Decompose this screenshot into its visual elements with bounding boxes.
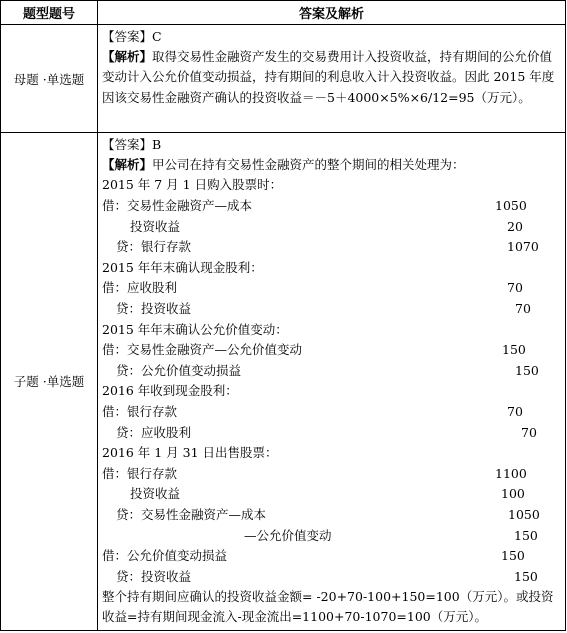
journal-amount: 150 [514, 527, 538, 543]
answer-value: C [152, 29, 162, 44]
journal-account: 2015 年年末确认公允价值变动： [102, 321, 288, 337]
journal-line [102, 320, 562, 341]
journal-line [102, 484, 562, 505]
journal-account: 2016 年 1 月 31 日出售股票： [102, 445, 278, 461]
mother-answer [102, 27, 562, 47]
journal-account: 借：银行存款 [102, 465, 178, 481]
child-intro [102, 155, 562, 175]
journal-account: 贷：应收股利 [116, 424, 192, 440]
journal-line [102, 258, 562, 279]
journal-account: 投资收益 [130, 486, 181, 502]
analysis-text: 取得交易性金融资产发生的交易费用计入投资收益，持有期间的公允价值变动计入公允价值变动损益，持有期间的利息收入计入投资收益。因此 2015 年度因该交易性金融资产确认的投资收益＝－5＋4000×5%×6/12=95（万元）。 [102, 49, 555, 105]
mother-label: 母题 ·单选题 [1, 25, 98, 133]
journal-line [102, 361, 562, 382]
journal-account: —公允价值变动 [244, 527, 332, 543]
journal-line [102, 505, 562, 526]
journal-line [102, 546, 562, 567]
journal-line [102, 443, 562, 464]
header-answer-analysis: 答案及解析 [98, 1, 566, 25]
journal-amount: 20 [507, 218, 523, 234]
journal-line [102, 381, 562, 402]
child-label: 子题 ·单选题 [1, 133, 98, 631]
journal-account: 贷：银行存款 [116, 239, 192, 255]
journal-account: 借：应收股利 [102, 280, 178, 296]
header-question-type: 题型题号 [1, 1, 98, 25]
journal-account: 借：交易性金融资产—公允价值变动 [102, 342, 303, 358]
journal-account: 借：银行存款 [102, 403, 178, 419]
journal-amount: 1100 [495, 465, 527, 481]
journal-line [102, 278, 562, 299]
journal-amount: 1050 [495, 198, 527, 213]
journal-account: 贷：投资收益 [116, 568, 192, 584]
journal-amount: 70 [515, 300, 531, 316]
journal-line [102, 423, 562, 444]
journal-entries [102, 175, 562, 587]
journal-line [102, 299, 562, 320]
answer-label: 【答案】 [102, 137, 153, 152]
journal-account: 2015 年年末确认现金股利： [102, 259, 263, 275]
journal-amount: 1070 [507, 239, 539, 255]
journal-account: 贷：公允价值变动损益 [116, 362, 242, 378]
journal-account: 贷：投资收益 [116, 300, 192, 316]
journal-account: 2016 年收到现金股利： [102, 383, 238, 399]
journal-amount: 100 [501, 486, 525, 502]
journal-line [102, 340, 562, 361]
answer-value: B [152, 137, 162, 152]
child-conclusion: 整个持有期间应确认的投资收益金额= -20+70-100+150=100（万元）。或投资收益=持有期间现金流入-现金流出=1100+70-1070=100（万元）。 [102, 589, 554, 625]
journal-account: 贷：交易性金融资产—成本 [116, 506, 267, 522]
journal-amount: 70 [507, 403, 523, 419]
journal-line [102, 196, 562, 217]
header-row [1, 1, 566, 25]
journal-amount: 70 [507, 280, 523, 296]
journal-account: 借：公允价值变动损益 [102, 548, 228, 564]
journal-line [102, 526, 562, 547]
journal-line [102, 464, 562, 485]
journal-line [102, 567, 562, 588]
journal-amount: 150 [502, 342, 526, 358]
journal-line [102, 175, 562, 196]
mother-row [1, 25, 566, 133]
journal-line [102, 237, 562, 258]
answer-label: 【答案】 [102, 29, 153, 44]
journal-amount: 150 [514, 568, 538, 584]
journal-amount: 150 [515, 362, 539, 378]
child-content [98, 133, 566, 631]
analysis-label: 【解析】 [102, 49, 153, 65]
mother-analysis [102, 47, 562, 108]
journal-account: 2015 年 7 月 1 日购入股票时： [102, 177, 283, 193]
analysis-label: 【解析】 [102, 157, 153, 173]
journal-line [102, 217, 562, 238]
mother-content [98, 25, 566, 133]
intro-text: 甲公司在持有交易性金融资产的整个期间的相关处理为： [152, 157, 465, 173]
journal-amount: 150 [501, 548, 525, 564]
journal-account: 借：交易性金融资产—成本 [102, 198, 253, 213]
journal-account: 投资收益 [130, 218, 181, 234]
journal-amount: 70 [521, 424, 537, 440]
child-row [1, 133, 566, 631]
child-answer [102, 135, 562, 155]
journal-amount: 1050 [508, 506, 540, 522]
journal-line [102, 402, 562, 423]
